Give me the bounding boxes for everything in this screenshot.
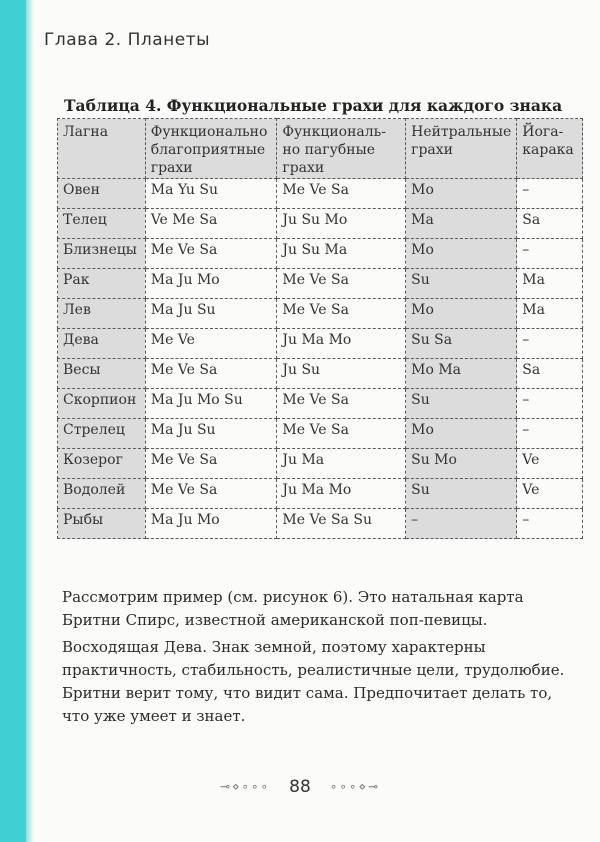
yogakaraka-cell: – <box>517 239 583 269</box>
benefic-cell: Ma Ju Su <box>145 299 277 329</box>
lagna-cell: Весы <box>58 359 146 389</box>
table-header-row <box>58 119 583 179</box>
page-number: 88 <box>289 776 311 797</box>
paragraph-example: Рассмотрим пример (см. рисунок 6). Это натальная карта Бритни Спирс, известной американской поп-певицы. <box>62 588 524 629</box>
ornament-right: ∘∘∘⋄⊸ <box>329 779 381 794</box>
lagna-cell: Скорпион <box>58 389 146 419</box>
malefic-cell: Ju Su Ma <box>277 239 406 269</box>
yogakaraka-cell: Ve <box>517 449 583 479</box>
benefic-cell: Me Ve Sa <box>145 359 277 389</box>
neutral-cell: Su Sa <box>406 329 517 359</box>
lagna-cell: Рыбы <box>58 509 146 539</box>
lagna-cell: Водолей <box>58 479 146 509</box>
neutral-cell: Su Mo <box>406 449 517 479</box>
benefic-cell: Me Ve Sa <box>145 479 277 509</box>
table-row <box>58 359 583 389</box>
benefic-cell: Ve Me Sa <box>145 209 277 239</box>
neutral-cell: – <box>406 509 517 539</box>
table-row <box>58 269 583 299</box>
table-row <box>58 509 583 539</box>
benefic-cell: Me Ve Sa <box>145 239 277 269</box>
chapter-header: Глава 2. Планеты <box>44 30 211 50</box>
lagna-cell: Дева <box>58 329 146 359</box>
benefic-cell: Ma Ju Mo <box>145 269 277 299</box>
functional-planets-table <box>57 118 583 539</box>
malefic-cell: Me Ve Sa <box>277 269 406 299</box>
malefic-cell: Me Ve Sa <box>277 389 406 419</box>
malefic-cell: Ju Ma Mo <box>277 329 406 359</box>
neutral-cell: Mo <box>406 179 517 209</box>
lagna-cell: Овен <box>58 179 146 209</box>
lagna-cell: Рак <box>58 269 146 299</box>
malefic-cell: Ju Su Mo <box>277 209 406 239</box>
book-spine-stripe <box>0 0 26 842</box>
yogakaraka-cell: – <box>517 509 583 539</box>
table-row <box>58 239 583 269</box>
yogakaraka-cell: Ma <box>517 299 583 329</box>
yogakaraka-cell: Ve <box>517 479 583 509</box>
malefic-cell: Me Ve Sa <box>277 179 406 209</box>
lagna-cell: Стрелец <box>58 419 146 449</box>
book-spine-shadow <box>26 0 34 842</box>
benefic-cell: Me Ve Sa <box>145 449 277 479</box>
neutral-cell: Mo <box>406 239 517 269</box>
benefic-cell: Ma Ju Mo Su <box>145 389 277 419</box>
ornament-left: ⊸⋄∘∘∘ <box>219 779 271 794</box>
lagna-cell: Телец <box>58 209 146 239</box>
malefic-cell: Me Ve Sa <box>277 299 406 329</box>
malefic-cell: Me Ve Sa Su <box>277 509 406 539</box>
benefic-cell: Me Ve <box>145 329 277 359</box>
yogakaraka-cell: Sa <box>517 359 583 389</box>
table-title: Таблица 4. Функциональные грахи для каждого знака <box>64 96 563 115</box>
table-row <box>58 209 583 239</box>
benefic-cell: Ma Ju Mo <box>145 509 277 539</box>
paragraph-virgo: Восходящая Дева. Знак земной, поэтому характерны практичность, стабильность, реалистичные цели, трудолюбие. Бритни верит тому, что видит сама. Предпочитает делать то, что уже умеет и знает. <box>62 638 565 725</box>
malefic-cell: Ju Ma Mo <box>277 479 406 509</box>
neutral-cell: Su <box>406 479 517 509</box>
table-row <box>58 389 583 419</box>
benefic-cell: Ma Yu Su <box>145 179 277 209</box>
benefic-cell: Ma Ju Su <box>145 419 277 449</box>
malefic-cell: Ju Su <box>277 359 406 389</box>
neutral-cell: Mo <box>406 299 517 329</box>
malefic-cell: Ju Ma <box>277 449 406 479</box>
table-body <box>58 179 583 539</box>
table-row <box>58 329 583 359</box>
header-lagna: Лагна <box>58 119 146 179</box>
yogakaraka-cell: Sa <box>517 209 583 239</box>
neutral-cell: Su <box>406 389 517 419</box>
table-row <box>58 419 583 449</box>
lagna-cell: Козерог <box>58 449 146 479</box>
table-row <box>58 479 583 509</box>
table-row <box>58 299 583 329</box>
malefic-cell: Me Ve Sa <box>277 419 406 449</box>
lagna-cell: Лев <box>58 299 146 329</box>
neutral-cell: Mo Ma <box>406 359 517 389</box>
neutral-cell: Ma <box>406 209 517 239</box>
neutral-cell: Mo <box>406 419 517 449</box>
yogakaraka-cell: Ma <box>517 269 583 299</box>
header-neutral: Нейтральные грахи <box>406 119 517 179</box>
yogakaraka-cell: – <box>517 389 583 419</box>
yogakaraka-cell: – <box>517 329 583 359</box>
table-row <box>58 449 583 479</box>
yogakaraka-cell: – <box>517 419 583 449</box>
page-footer <box>0 776 600 797</box>
header-malefic: Функциональ-но пагубные грахи <box>277 119 406 179</box>
neutral-cell: Su <box>406 269 517 299</box>
yogakaraka-cell: – <box>517 179 583 209</box>
header-benefic: Функционально благоприятные грахи <box>145 119 277 179</box>
table-row <box>58 179 583 209</box>
lagna-cell: Близнецы <box>58 239 146 269</box>
header-yogakaraka: Йога-карака <box>517 119 583 179</box>
